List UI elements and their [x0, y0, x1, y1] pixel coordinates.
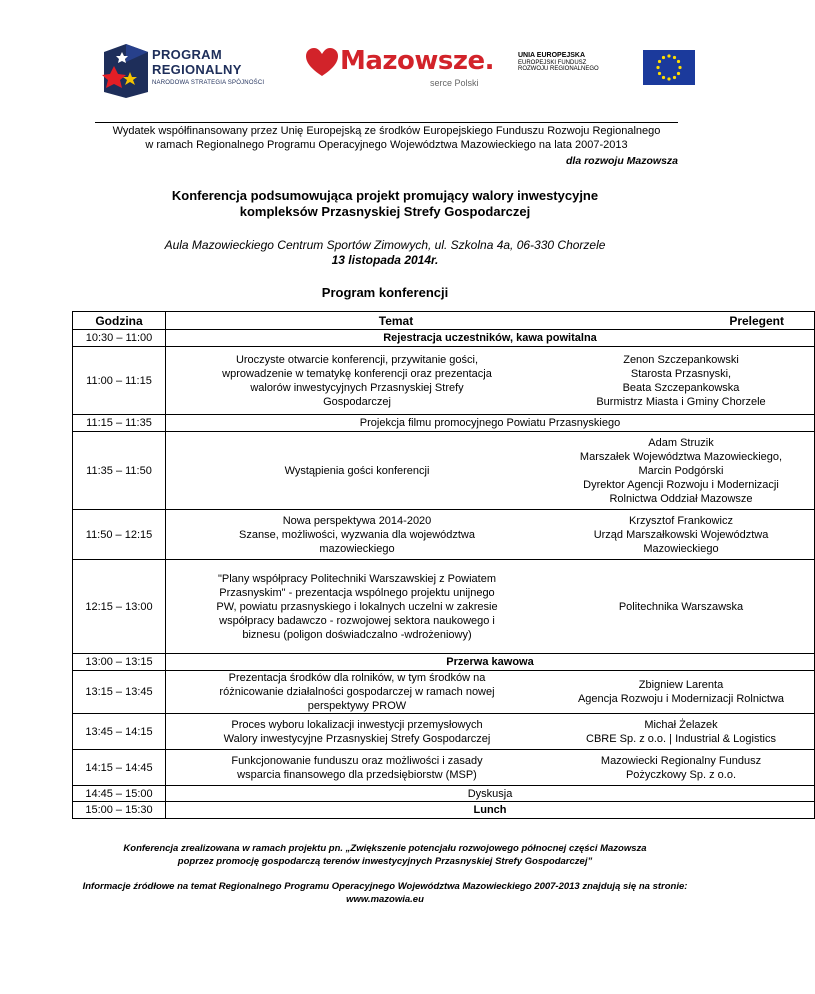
program-regionalny-emblem-icon	[102, 42, 150, 100]
row-speaker	[548, 750, 815, 786]
topic-line: Prezentacja środków dla rolników, w tym środków na	[228, 672, 486, 684]
topic-line: Funkcjonowanie funduszu oraz możliwości i zasady	[231, 754, 483, 767]
speaker-line: Mazowieckiego	[643, 542, 719, 555]
row-merged: Lunch	[166, 802, 815, 819]
speaker-line: Krzysztof Frankowicz	[629, 514, 733, 527]
header-divider	[95, 122, 678, 123]
eu-logo	[518, 50, 683, 86]
topic-line: współpracy badawczo - rozwojowej sektora naukowego i	[219, 614, 495, 627]
table-row	[73, 347, 815, 415]
mazowsze-logo	[306, 46, 496, 96]
table-row	[73, 330, 815, 347]
row-merged: Rejestracja uczestników, kawa powitalna	[166, 330, 815, 347]
speaker-line: Burmistrz Miasta i Gminy Chorzele	[596, 395, 766, 408]
header-speaker: Prelegent	[548, 312, 815, 330]
row-time: 11:35 – 11:50	[73, 432, 166, 510]
topic-line: "Plany współpracy Politechniki Warszawskiej z Powiatem	[218, 572, 496, 585]
eu-line1: UNIA EUROPEJSKA	[518, 52, 586, 59]
row-time: 11:50 – 12:15	[73, 510, 166, 560]
table-row	[73, 432, 815, 510]
slogan: dla rozwoju Mazowsza	[565, 155, 678, 167]
speaker-line: Adam Struzik	[648, 436, 714, 449]
table-row	[73, 671, 815, 714]
footer-line1: Konferencja zrealizowana w ramach projektu pn. „Zwiększenie potencjału rozwojowego północnej części Mazowsza	[123, 843, 647, 854]
topic-line: Uroczyste otwarcie konferencji, przywitanie gości,	[235, 353, 479, 366]
speaker-line: Rolnictwa Oddział Mazowsze	[609, 492, 753, 505]
speaker-line: Mazowiecki Regionalny Fundusz	[600, 754, 762, 767]
footer-url[interactable]: www.mazowia.eu	[346, 894, 424, 905]
speaker-line: Politechnika Warszawska	[618, 600, 744, 613]
header-time: Godzina	[73, 312, 166, 330]
row-speaker	[548, 560, 815, 654]
speaker-line: Marszałek Województwa Mazowieckiego,	[579, 450, 783, 463]
table-row	[73, 750, 815, 786]
table-row	[73, 654, 815, 671]
row-topic	[166, 671, 549, 714]
table-row	[73, 714, 815, 750]
topic-line: różnicowanie działalności gospodarczej w ramach nowej	[219, 686, 495, 698]
topic-line: wprowadzenie w tematykę konferencji oraz prezentacja	[222, 367, 492, 380]
mazowsze-word: Mazowsze.	[340, 46, 495, 76]
topic-line: Wystąpienia gości konferencji	[284, 464, 430, 477]
row-topic	[166, 750, 549, 786]
topic-line: Proces wyboru lokalizacji inwestycji przemysłowych	[231, 718, 483, 731]
row-topic	[166, 714, 549, 750]
row-merged: Przerwa kawowa	[166, 654, 815, 671]
row-time: 13:45 – 14:15	[73, 714, 166, 750]
cofinancing-note	[95, 124, 678, 152]
topic-line: Szanse, możliwości, wyzwania dla województwa	[239, 528, 475, 541]
row-time: 11:15 – 11:35	[73, 415, 166, 432]
footer-line2: poprzez promocję gospodarczą terenów inwestycyjnych Przasnyskiej Strefy Gospodarczej”	[177, 856, 593, 867]
table-row	[73, 510, 815, 560]
table-row	[73, 560, 815, 654]
program-title: Program konferencji	[321, 285, 449, 300]
row-topic	[166, 432, 549, 510]
row-time: 14:15 – 14:45	[73, 750, 166, 786]
conference-title-line2: kompleksów Przasnyskiej Strefy Gospodarczej	[239, 204, 531, 219]
heart-icon	[306, 48, 338, 78]
footer-source-note	[40, 880, 730, 906]
speaker-line: Zenon Szczepankowski	[623, 353, 739, 366]
table-row	[73, 786, 815, 802]
mazowsze-sub: serce Polski	[430, 78, 479, 88]
row-time: 12:15 – 13:00	[73, 560, 166, 654]
speaker-line: Michał Żelazek	[644, 718, 718, 731]
table-header-row	[73, 312, 815, 330]
topic-line: walorów inwestycyjnych Przasnyskiej Strefy	[250, 381, 464, 394]
speaker-line: Starosta Przasnyski,	[630, 367, 732, 380]
speaker-line: Urząd Marszałkowski Województwa	[593, 528, 769, 541]
topic-line: biznesu (poligon doświadczalno -wdrożeniowy)	[242, 628, 472, 641]
table-row	[73, 802, 815, 819]
topic-line: Gospodarczej	[323, 395, 391, 408]
conference-title	[80, 188, 690, 220]
program-regionalny-logo	[102, 42, 282, 102]
row-merged: Dyskusja	[166, 786, 815, 802]
conference-date: 13 listopada 2014r.	[331, 253, 439, 267]
row-topic	[166, 560, 549, 654]
row-time: 11:00 – 11:15	[73, 347, 166, 415]
row-time: 10:30 – 11:00	[73, 330, 166, 347]
eu-flag-icon	[643, 50, 695, 85]
speaker-line: Pożyczkowy Sp. z o.o.	[625, 768, 737, 781]
row-speaker	[548, 510, 815, 560]
topic-line: mazowieckiego	[319, 542, 395, 555]
header-topic: Temat	[166, 312, 549, 330]
speaker-line: Beata Szczepankowska	[622, 381, 740, 394]
topic-line: Przasnyskim" - prezentacja wspólnego projektu unijnego	[219, 586, 495, 599]
program-table	[72, 311, 815, 819]
cofinancing-line1: Wydatek współfinansowany przez Unię Europejską ze środków Europejskiego Funduszu Rozwoju Regionalnego	[112, 125, 661, 137]
program-line1: PROGRAM	[152, 47, 222, 62]
conference-title-line1: Konferencja podsumowująca projekt promujący walory inwestycyjne	[171, 188, 599, 203]
eu-line2: EUROPEJSKI FUNDUSZ	[518, 59, 587, 66]
row-merged: Projekcja filmu promocyjnego Powiatu Przasnyskiego	[166, 415, 815, 432]
row-time: 13:00 – 13:15	[73, 654, 166, 671]
venue: Aula Mazowieckiego Centrum Sportów Zimowych, ul. Szkolna 4a, 06-330 Chorzele	[164, 238, 606, 252]
topic-line: Walory inwestycyjne Przasnyskiej Strefy Gospodarczej	[223, 732, 491, 745]
row-time: 13:15 – 13:45	[73, 671, 166, 714]
speaker-line: Agencja Rozwoju i Modernizacji Rolnictwa	[577, 693, 785, 705]
row-speaker	[548, 432, 815, 510]
speaker-line: Dyrektor Agencji Rozwoju i Modernizacji	[583, 478, 779, 491]
row-speaker	[548, 714, 815, 750]
row-topic	[166, 347, 549, 415]
topic-line: Nowa perspektywa 2014-2020	[282, 514, 432, 527]
program-line3: NARODOWA STRATEGIA SPÓJNOŚCI	[152, 80, 265, 86]
footer-line3: Informacje źródłowe na temat Regionalnego Programu Operacyjnego Województwa Mazowieckiego 2007-2013 znajdują się na stronie:	[82, 881, 688, 892]
cofinancing-line2: w ramach Regionalnego Programu Operacyjnego Województwa Mazowieckiego na lata 2007-2013	[145, 139, 628, 151]
program-line2: REGIONALNY	[152, 62, 242, 77]
table-row	[73, 415, 815, 432]
footer-project-note	[60, 842, 710, 868]
row-time: 15:00 – 15:30	[73, 802, 166, 819]
speaker-line: Marcin Podgórski	[638, 464, 724, 477]
row-speaker	[548, 671, 815, 714]
row-time: 14:45 – 15:00	[73, 786, 166, 802]
topic-line: wsparcia finansowego dla przedsiębiorstw (MSP)	[237, 768, 477, 781]
topic-line: PW, powiatu przasnyskiego i lokalnych uczelni w zakresie	[216, 600, 498, 613]
row-topic	[166, 510, 549, 560]
speaker-line: CBRE Sp. z o.o. | Industrial & Logistics	[586, 732, 776, 745]
speaker-line: Zbigniew Larenta	[638, 679, 724, 691]
row-speaker	[548, 347, 815, 415]
eu-line3: ROZWOJU REGIONALNEGO	[518, 66, 599, 73]
topic-line: perspektywy PROW	[307, 700, 407, 712]
